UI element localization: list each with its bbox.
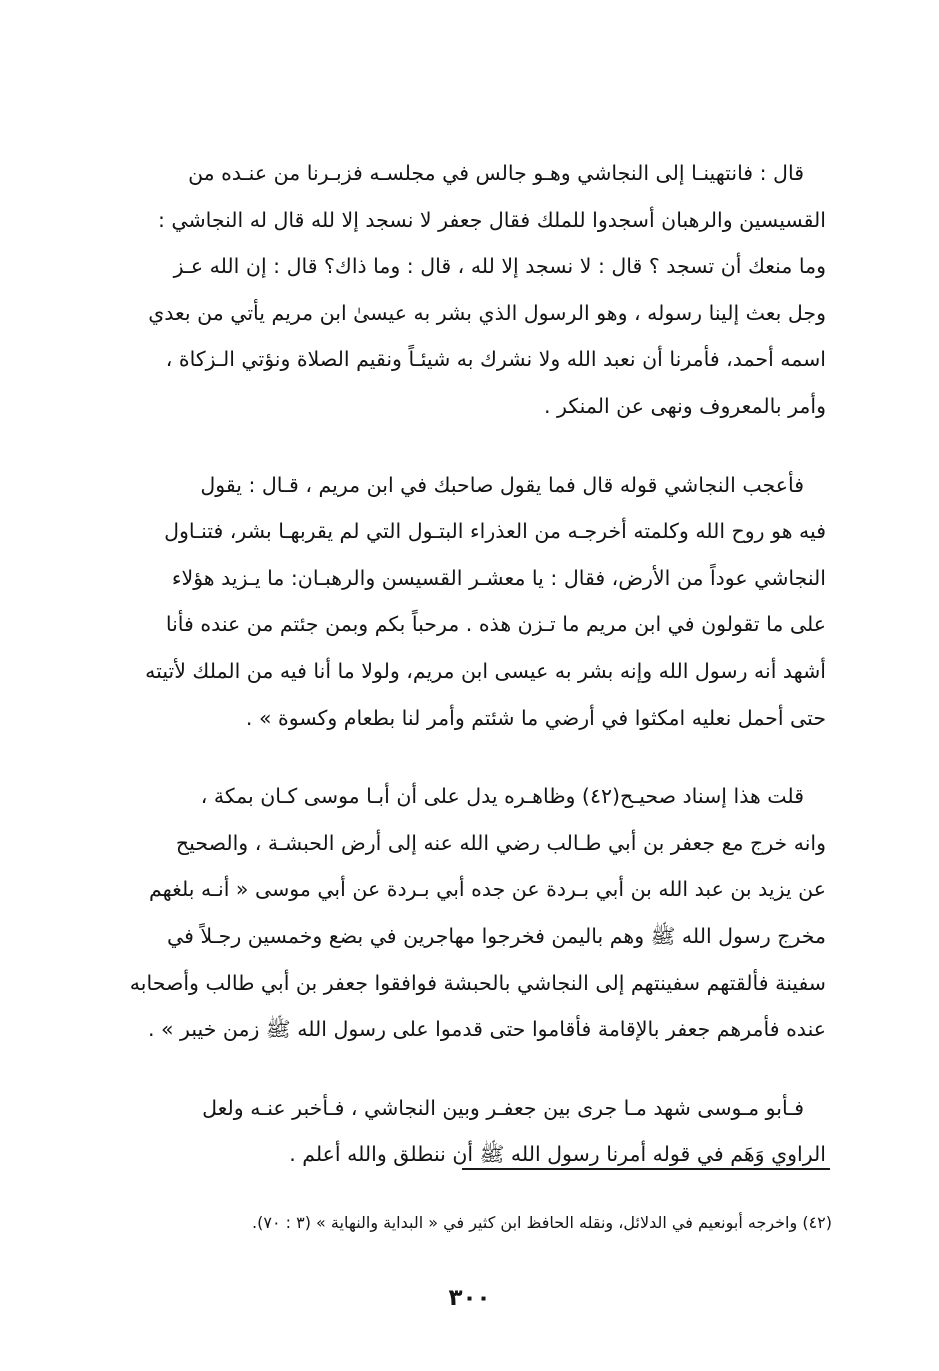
text-line: فأعجب النجاشي قوله قال فما يقول صاحبك في ابن مريم ، قـال : يقول <box>200 472 804 497</box>
text-line: اسمه أحمد، فأمرنا أن نعبد الله ولا نشرك به شيئـاً ونقيم الصلاة ونؤتي الـزكاة ، <box>165 347 826 372</box>
text-line: وأمر بالمعروف ونهى عن المنكر . <box>544 393 826 418</box>
paragraph-gap <box>96 430 826 462</box>
main-text <box>96 150 826 1178</box>
page-number: ٣٠٠ <box>448 1285 491 1311</box>
footnote-divider <box>462 1168 830 1170</box>
text-line: النجاشي عوداً من الأرض، فقال : يا معشـر القسيسن والرهبـان: ما يـزيد هؤلاء <box>171 565 826 590</box>
paragraph-3 <box>96 773 826 1053</box>
text-line: عن يزيد بن عبد الله بن أبي بـردة عن جده أبي بـردة عن أبي موسى « أنـه بلغهم <box>149 877 826 902</box>
text-line: فيه هو روح الله وكلمته أخرجـه من العذراء البتـول التي لم يقربهـا بشر، فتنـاول <box>164 519 826 544</box>
text-line: وجل بعث إلينا رسوله ، وهو الرسول الذي بشر به عيسىٰ ابن مريم يأتي من بعدي <box>148 300 826 325</box>
text-line: قال : فانتهينـا إلى النجاشي وهـو جالس في مجلسـه فزبـرنا من عنـده من <box>188 161 804 185</box>
paragraph-gap <box>96 741 826 773</box>
paragraph-gap <box>96 1053 826 1085</box>
paragraph-4 <box>96 1085 826 1178</box>
text-line: حتى أحمل نعليه امكثوا في أرضي ما شئتم وأمر لنا بطعام وكسوة » . <box>245 705 826 730</box>
text-line: أشهد أنه رسول الله وإنه بشر به عيسى ابن مريم، ولولا ما أنا فيه من الملك لأتيته <box>145 658 826 683</box>
text-line: فـأبو مـوسى شهد مـا جرى بين جعفـر وبين النجاشي ، فـأخبر عنـه ولعل <box>202 1095 804 1120</box>
text-line: القسيسين والرهبان أسجدوا للملك فقال جعفر لا نسجد إلا لله قال له النجاشي : <box>157 207 826 232</box>
paragraph-2 <box>96 462 826 742</box>
footnote: (٤٢) واخرجه أبونعيم في الدلائل، ونقله الحافظ ابن كثير في « البداية والنهاية » (٣ : ٧٠). <box>252 1213 832 1232</box>
paragraph-1 <box>96 150 826 430</box>
text-line: عنده فأمرهم جعفر بالإقامة فأقاموا حتى قدموا على رسول الله ﷺ زمن خيبر » . <box>147 1017 826 1042</box>
text-line: وانه خرج مع جعفر بن أبي طـالب رضي الله عنه إلى أرض الحبشـة ، والصحيح <box>175 830 826 855</box>
text-line: وما منعك أن تسجد ؟ قال : لا نسجد إلا لله ، قال : وما ذاك؟ قال : إن الله عـز <box>173 254 826 279</box>
text-line: سفينة فألقتهم سفينتهم إلى النجاشي بالحبشة فوافقوا جعفر بن أبي طالب وأصحابه <box>129 970 826 995</box>
text-line: الراوي وَهَم في قوله أمرنا رسول الله ﷺ أن ننطلق والله أعلم . <box>289 1142 826 1167</box>
text-line: على ما تقولون في ابن مريم ما تـزن هذه . مرحباً بكم وبمن جئتم من عنده فأنا <box>165 612 826 637</box>
text-line: مخرج رسول الله ﷺ وهم باليمن فخرجوا مهاجرين في بضع وخمسين رجـلاً في <box>167 923 826 948</box>
text-line: قلت هذا إسناد صحيـح(٤٢) وظاهـره يدل على أن أبـا موسى كـان بمكة ، <box>200 784 804 809</box>
